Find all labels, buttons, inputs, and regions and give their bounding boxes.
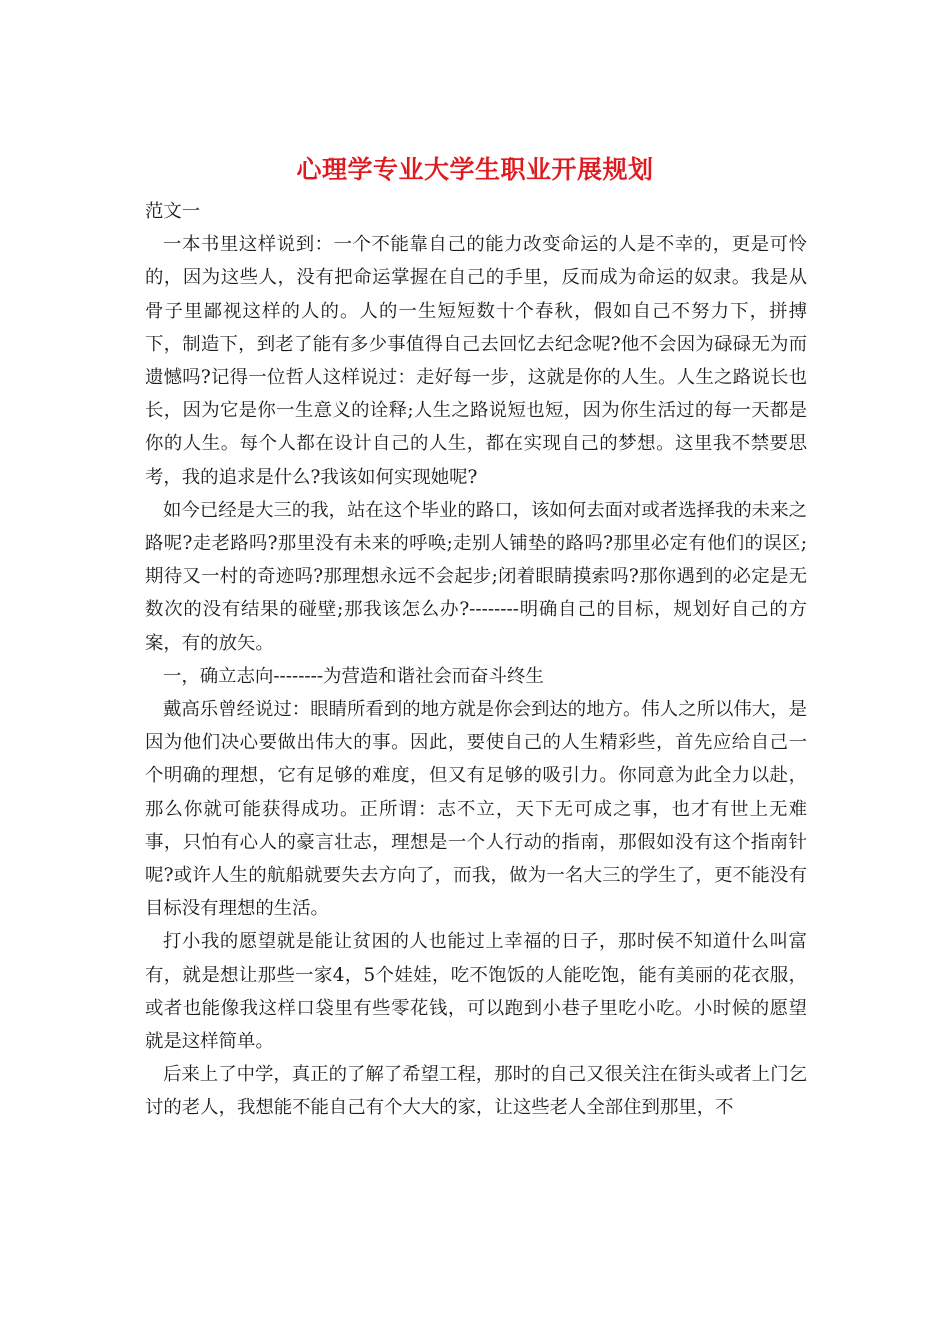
document-body bbox=[145, 195, 807, 1125]
body-paragraph: 一本书里这样说到：一个不能靠自己的能力改变命运的人是不幸的，更是可怜的，因为这些人，没有把命运掌握在自己的手里，反而成为命运的奴隶。我是从骨子里鄙视这样的人的。人的一生短短数十个春秋，假如自己不努力下，拼搏下，制造下，到老了能有多少事值得自己去回忆去纪念呢?他不会因为碌碌无为而遗憾吗?记得一位哲人这样说过：走好每一步，这就是你的人生。人生之路说长也长，因为它是你一生意义的诠释;人生之路说短也短，因为你生活过的每一天都是你的人生。每个人都在设计自己的人生，都在实现自己的梦想。这里我不禁要思考，我的追求是什么?我该如何实现她呢? bbox=[145, 234, 807, 488]
body-paragraph: 如今已经是大三的我，站在这个毕业的路口，该如何去面对或者选择我的未来之路呢?走老路吗?那里没有未来的呼唤;走别人铺垫的路吗?那里必定有他们的误区;期待又一村的奇迹吗?那理想永远不会起步;闭着眼睛摸索吗?那你遇到的必定是无数次的没有结果的碰壁;那我该怎么办?--------明确自己的目标，规划好自己的方案，有的放矢。 bbox=[145, 499, 807, 654]
body-paragraph: 打小我的愿望就是能让贫困的人也能过上幸福的日子，那时侯不知道什么叫富有，就是想让那些一家4，5个娃娃，吃不饱饭的人能吃饱，能有美丽的花衣服，或者也能像我这样口袋里有些零花钱，可以跑到小巷子里吃小吃。小时候的愿望就是这样简单。 bbox=[145, 931, 807, 1053]
section-heading: 一，确立志向--------为营造和谐社会而奋斗终生 bbox=[163, 665, 544, 687]
body-paragraph: 后来上了中学，真正的了解了希望工程，那时的自己又很关注在街头或者上门乞讨的老人，我想能不能自己有个大大的家，让这些老人全部住到那里，不 bbox=[145, 1064, 807, 1119]
document-title: 心理学专业大学生职业开展规划 bbox=[296, 155, 654, 184]
body-paragraph: 戴高乐曾经说过：眼睛所看到的地方就是你会到达的地方。伟人之所以伟大，是因为他们决心要做出伟大的事。因此，要使自己的人生精彩些，首先应给自己一个明确的理想，它有足够的难度，但又有足够的吸引力。你同意为此全力以赴，那么你就可能获得成功。正所谓：志不立，天下无可成之事，也才有世上无难事，只怕有心人的豪言壮志，理想是一个人行动的指南，那假如没有这个指南针呢?或许人生的航船就要失去方向了，而我，做为一名大三的学生了，更不能没有目标没有理想的生活。 bbox=[145, 699, 807, 920]
section-label: 范文一 bbox=[145, 201, 201, 222]
